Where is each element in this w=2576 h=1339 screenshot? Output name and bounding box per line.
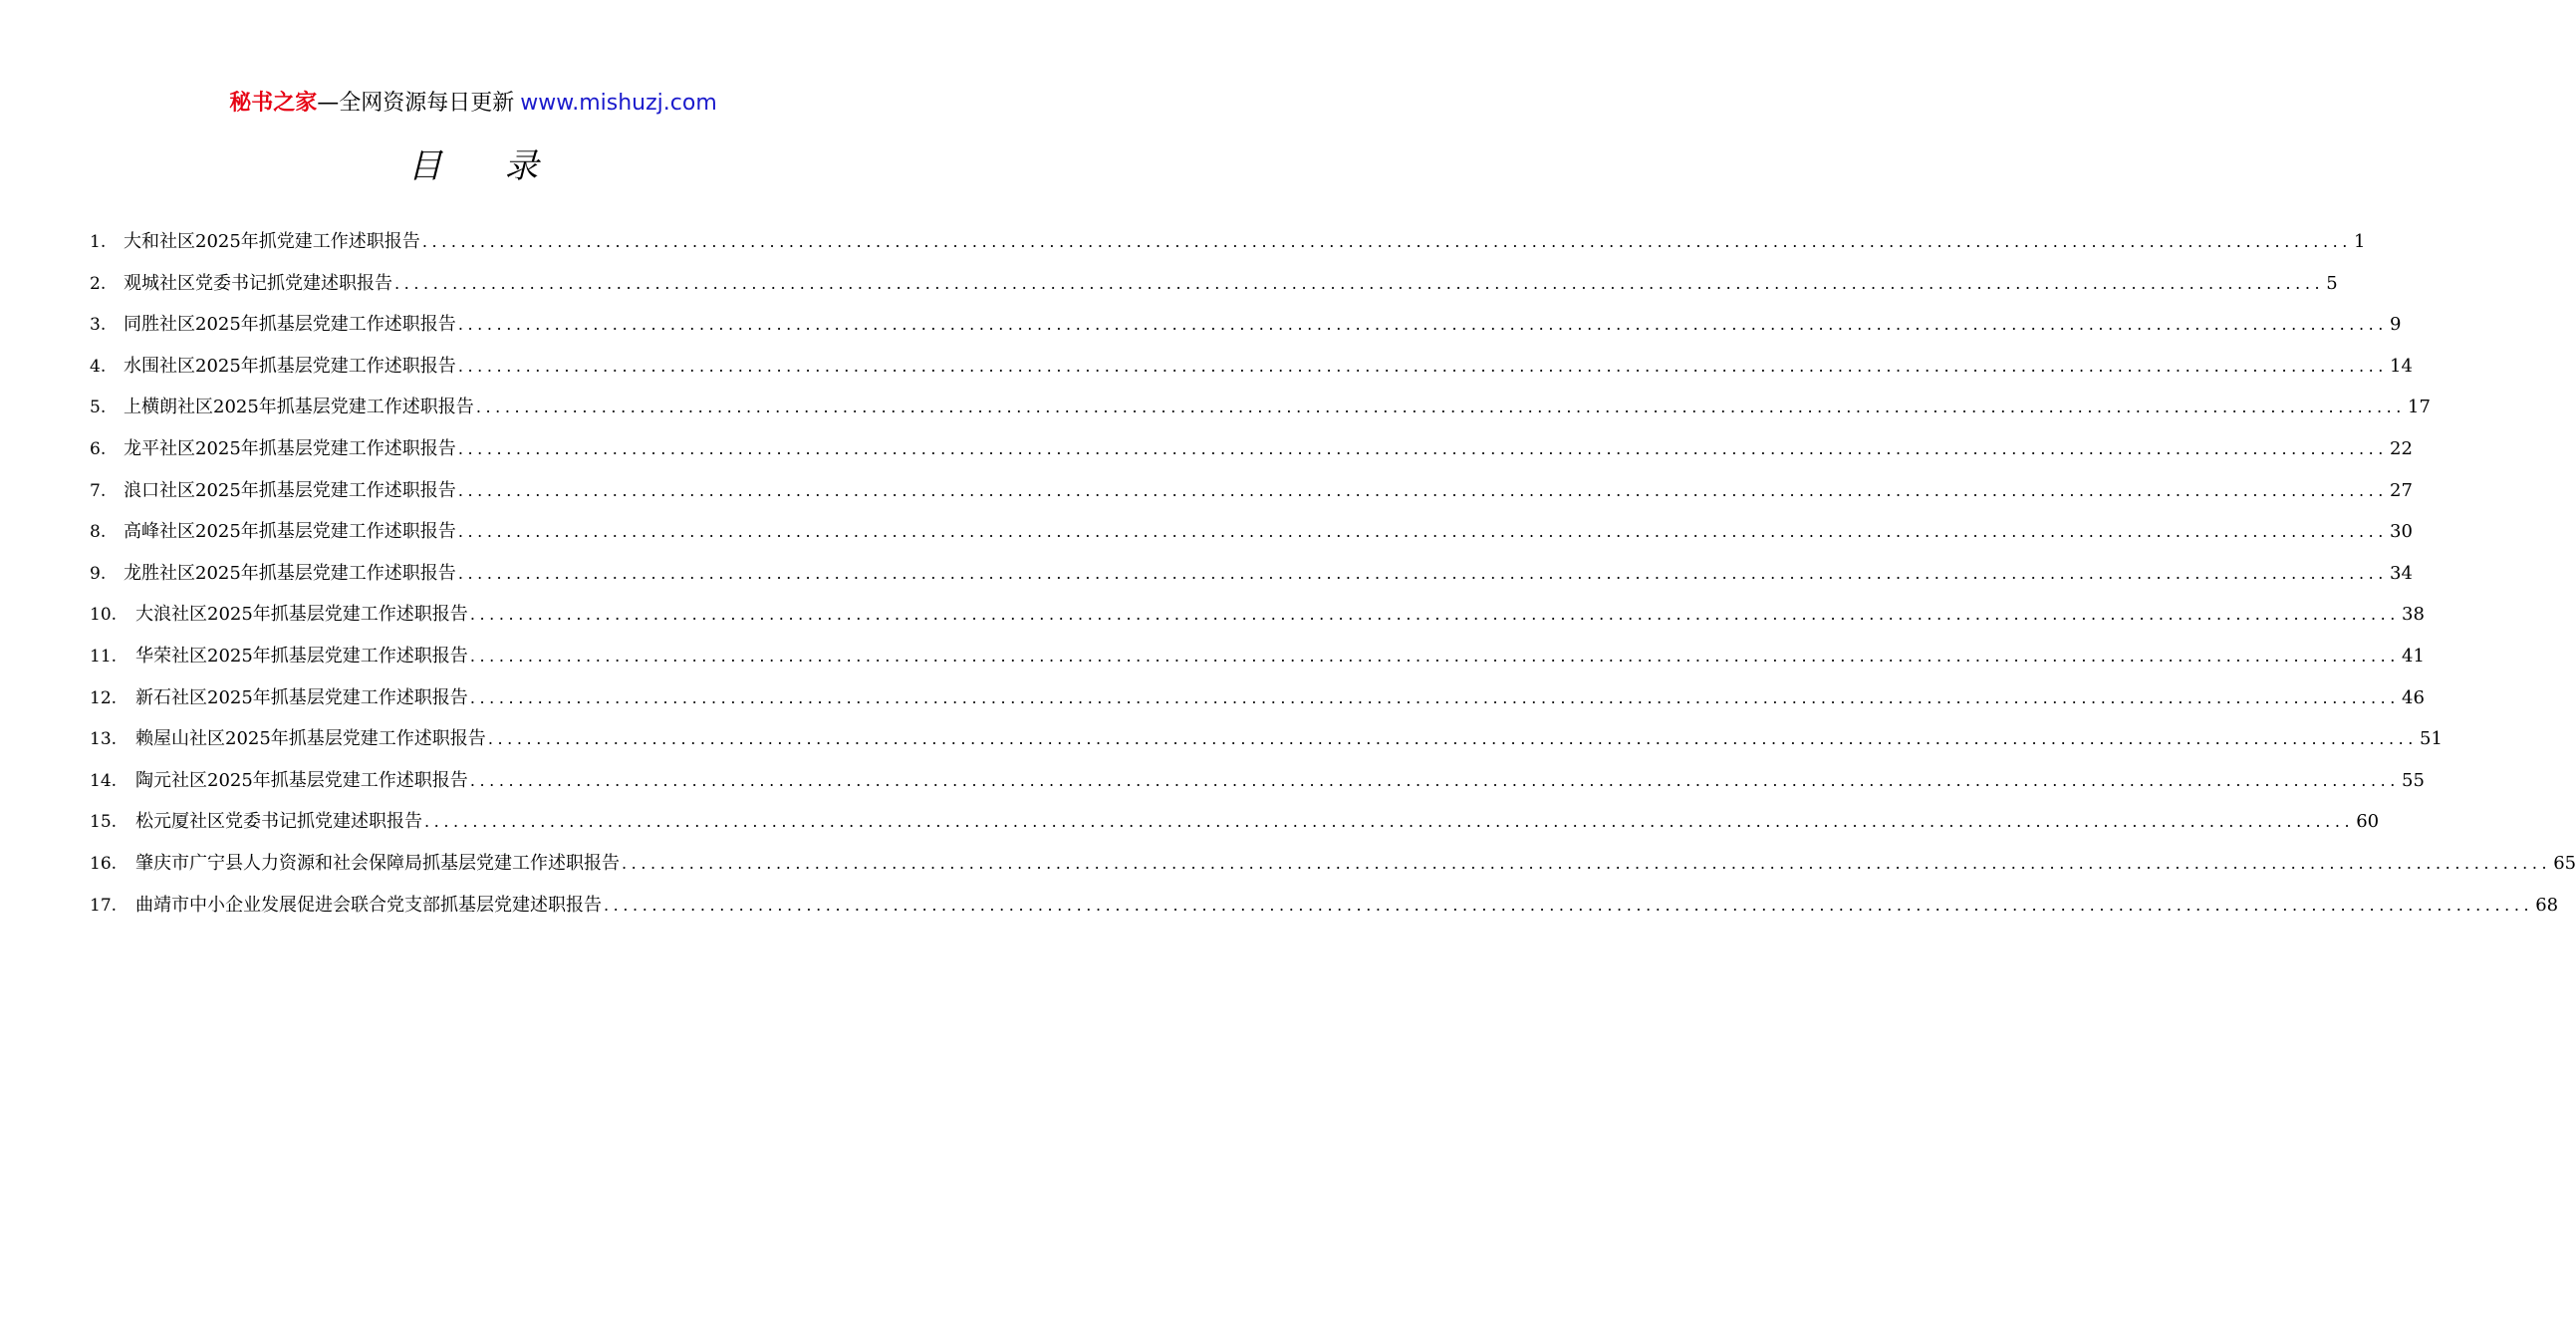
toc-leader: ........................................................................................................................................................................................................ (604, 895, 2534, 915)
toc-number: 7. (90, 480, 107, 501)
toc-leader: ........................................................................................................................................................................................................ (469, 770, 2400, 790)
toc-page-number: 1 (2354, 231, 2366, 252)
toc-leader: ........................................................................................................................................................................................................ (394, 273, 2325, 293)
toc-leader: ........................................................................................................................................................................................................ (457, 438, 2388, 458)
toc-leader: ........................................................................................................................................................................................................ (424, 812, 2355, 832)
toc-page-number: 60 (2356, 811, 2380, 833)
toc-number: 4. (90, 356, 107, 377)
toc-title: 华荣社区2025年抓基层党建工作述职报告 (135, 645, 468, 667)
table-of-contents (90, 221, 2576, 926)
toc-number: 17. (90, 895, 118, 916)
toc-number: 14. (90, 770, 118, 791)
toc-number: 5. (90, 398, 107, 418)
toc-page-number: 30 (2390, 521, 2413, 543)
toc-leader: ........................................................................................................................................................................................................ (622, 853, 2552, 873)
toc-title: 同胜社区2025年抓基层党建工作述职报告 (124, 314, 456, 336)
toc-page-number: 14 (2390, 355, 2413, 377)
toc-title: 水围社区2025年抓基层党建工作述职报告 (124, 355, 456, 377)
toc-page-number: 17 (2408, 397, 2431, 418)
toc-title: 赖屋山社区2025年抓基层党建工作述职报告 (135, 728, 486, 750)
toc-title: 龙平社区2025年抓基层党建工作述职报告 (124, 437, 456, 459)
toc-number: 10. (90, 605, 118, 626)
toc-title: 曲靖市中小企业发展促进会联合党支部抓基层党建述职报告 (135, 894, 602, 916)
toc-title: 肇庆市广宁县人力资源和社会保障局抓基层党建工作述职报告 (135, 852, 620, 874)
toc-entry-11[interactable] (90, 636, 2425, 677)
toc-number: 3. (90, 315, 107, 336)
toc-entry-7[interactable] (90, 470, 2413, 512)
toc-number: 13. (90, 729, 118, 750)
toc-entry-15[interactable] (90, 801, 2380, 843)
toc-page-number: 9 (2390, 314, 2402, 336)
toc-title: 陶元社区2025年抓基层党建工作述职报告 (135, 769, 468, 791)
toc-number: 8. (90, 522, 107, 543)
toc-entry-4[interactable] (90, 346, 2413, 388)
toc-number: 1. (90, 232, 107, 252)
toc-title: 大和社区2025年抓党建工作述职报告 (124, 231, 420, 252)
toc-leader: ........................................................................................................................................................................................................ (457, 563, 2388, 583)
toc-number: 15. (90, 812, 118, 833)
toc-title: 龙胜社区2025年抓基层党建工作述职报告 (124, 562, 456, 584)
toc-page-number: 68 (2535, 894, 2559, 916)
brand-name: 秘书之家 (229, 91, 318, 116)
toc-leader: ........................................................................................................................................................................................................ (469, 687, 2400, 707)
toc-entry-13[interactable] (90, 718, 2443, 760)
toc-title: 上横朗社区2025年抓基层党建工作述职报告 (124, 397, 474, 418)
toc-leader: ........................................................................................................................................................................................................ (475, 398, 2406, 417)
toc-title: 新石社区2025年抓基层党建工作述职报告 (135, 686, 468, 708)
toc-page-number: 51 (2420, 728, 2443, 750)
toc-page-number: 38 (2402, 604, 2425, 626)
toc-title: 浪口社区2025年抓基层党建工作述职报告 (124, 479, 456, 501)
toc-entry-5[interactable] (90, 387, 2431, 428)
toc-page-number: 22 (2390, 437, 2413, 459)
toc-entry-2[interactable] (90, 263, 2338, 305)
toc-title: 大浪社区2025年抓基层党建工作述职报告 (135, 604, 468, 626)
toc-leader: ........................................................................................................................................................................................................ (457, 480, 2388, 500)
toc-page-number: 46 (2402, 686, 2425, 708)
toc-entry-12[interactable] (90, 677, 2425, 719)
toc-leader: ........................................................................................................................................................................................................ (421, 232, 2352, 251)
toc-entry-10[interactable] (90, 594, 2425, 636)
toc-leader: ........................................................................................................................................................................................................ (457, 315, 2388, 335)
toc-page-number: 65 (2553, 852, 2576, 874)
toc-leader: ........................................................................................................................................................................................................ (469, 646, 2400, 666)
toc-title: 松元厦社区党委书记抓党建述职报告 (135, 811, 422, 833)
site-link[interactable]: www.mishuzj.com (520, 91, 717, 116)
toc-entry-16[interactable] (90, 843, 2576, 885)
toc-number: 11. (90, 646, 118, 667)
toc-entry-14[interactable] (90, 760, 2425, 802)
toc-title: 观城社区党委书记抓党建述职报告 (124, 272, 392, 294)
toc-leader: ........................................................................................................................................................................................................ (469, 605, 2400, 625)
toc-entry-9[interactable] (90, 553, 2413, 595)
toc-title: 高峰社区2025年抓基层党建工作述职报告 (124, 521, 456, 543)
toc-leader: ........................................................................................................................................................................................................ (487, 729, 2418, 749)
toc-entry-3[interactable] (90, 304, 2402, 346)
toc-page-number: 5 (2326, 272, 2338, 294)
toc-entry-8[interactable] (90, 511, 2413, 553)
toc-leader: ........................................................................................................................................................................................................ (457, 522, 2388, 542)
toc-leader: ........................................................................................................................................................................................................ (457, 356, 2388, 376)
site-header (0, 86, 946, 122)
toc-number: 9. (90, 563, 107, 584)
toc-entry-1[interactable] (90, 221, 2366, 263)
toc-number: 12. (90, 687, 118, 708)
toc-entry-6[interactable] (90, 428, 2413, 470)
toc-number: 6. (90, 438, 107, 459)
toc-entry-17[interactable] (90, 885, 2559, 927)
toc-number: 16. (90, 853, 118, 874)
page-title: 目 录 (407, 146, 565, 186)
toc-page-number: 27 (2390, 479, 2413, 501)
toc-page-number: 55 (2402, 769, 2425, 791)
toc-page-number: 34 (2390, 562, 2413, 584)
header-tagline: —全网资源每日更新 (317, 91, 515, 116)
toc-number: 2. (90, 273, 107, 294)
toc-page-number: 41 (2402, 645, 2425, 667)
